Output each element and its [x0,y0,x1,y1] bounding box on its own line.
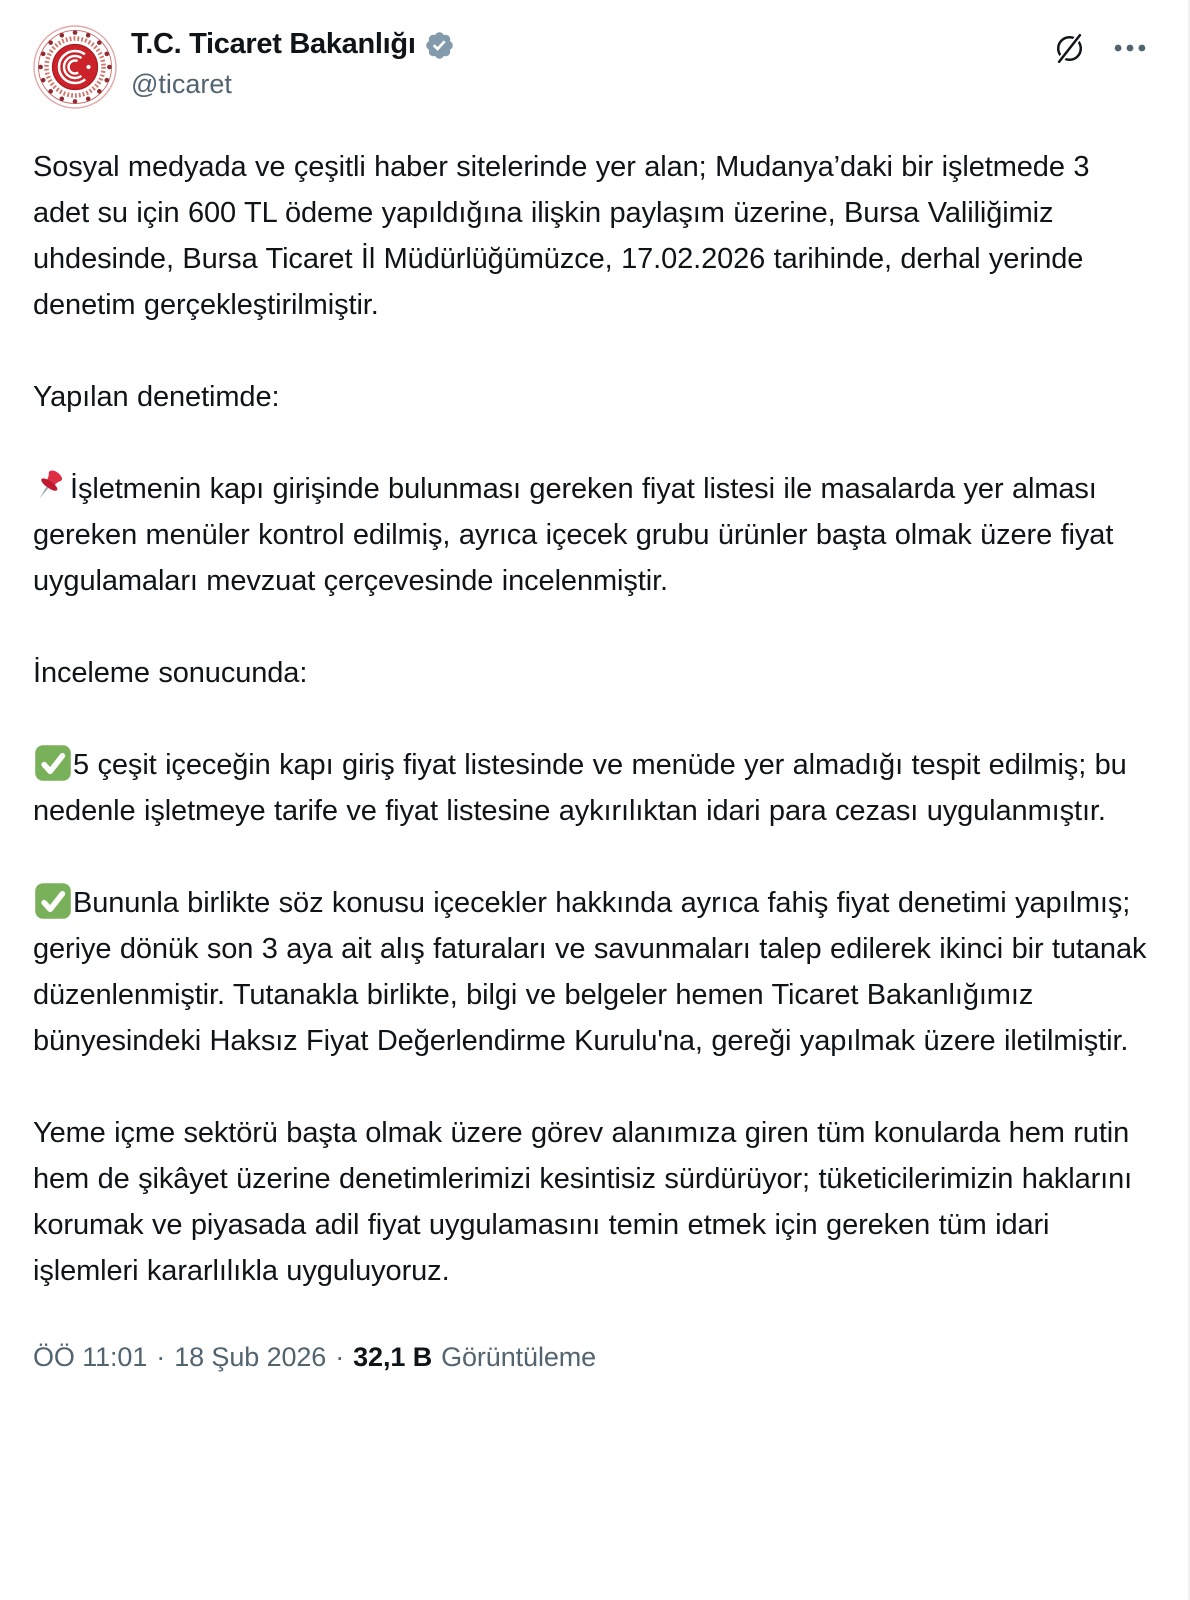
verified-badge-icon [424,30,455,61]
views-label: Görüntüleme [441,1342,597,1372]
check-emoji-icon [33,881,73,921]
tweet-footer [33,1340,1153,1405]
tweet-paragraph: İnceleme sonucunda: [33,657,308,689]
views-count: 32,1 B [353,1342,433,1372]
post-time[interactable]: ÖÖ 11:01 [33,1342,148,1372]
tweet-paragraph: Yeme içme sektörü başta olmak üzere görev alanımıza giren tüm konularda hem rutin hem de şikâyet üzerine denetimlerimizi kesintisiz sürdürüyor; tüketicilerimizin haklarını korumak ve piyasada adil fiyat uygulamasını temin etmek için gereken tüm idari işlemleri kararlılıkla uyguluyoruz. [33,1117,1133,1287]
tweet-paragraph: Bununla birlikte söz konusu içecekler hakkında ayrıca fahiş fiyat denetimi yapılmış; geriye dönük son 3 aya ait alış faturaları ve savunmaları talep edilerek ikinci bir tutanak düzenlenmiştir. Tutanakla birlikte, bilgi ve belgeler hemen Ticaret Bakanlığımız bünyesindeki Haksız Fiyat Değerlendirme Kurulu'na, gereği yapılmak üzere iletilmiştir. [33,880,1153,1064]
check-emoji-icon [33,743,73,783]
tweet-paragraph: Sosyal medyada ve çeşitli haber sitelerinde yer alan; Mudanya’daki bir işletmede 3 adet su için 600 TL ödeme yapıldığına ilişkin paylaşım üzerine, Bursa Valiliğimiz uhdesinde, Bursa Ticaret İl Müdürlüğümüzce, 17.02.2026 tarihinde, derhal yerinde denetim gerçekleştirilmiştir. [33,151,1090,321]
ellipsis-icon [1113,31,1147,65]
tweet-header [33,25,1153,111]
separator-dot: · [156,1342,166,1372]
tweet-paragraph: 5 çeşit içeceğin kapı giriş fiyat listesinde ve menüde yer almadığı tespit edilmiş; bu nedenle işletmeye tarife ve fiyat listesine aykırılıktan idari para cezası uygulanmıştır. [33,742,1153,834]
grok-slash-circle-icon [1053,32,1086,65]
avatar[interactable] [33,25,117,109]
header-actions [1051,29,1149,67]
user-handle[interactable]: @ticaret [131,69,232,99]
tweet-text [33,144,1153,1294]
post-date[interactable]: 18 Şub 2026 [174,1342,327,1372]
grok-button[interactable] [1051,30,1088,67]
display-name[interactable]: T.C. Ticaret Bakanlığı [131,28,416,60]
ministry-logo-icon [33,25,117,109]
pushpin-emoji-icon [30,467,70,507]
user-names [131,25,455,100]
tweet-paragraph: İşletmenin kapı girişinde bulunması gereken fiyat listesi ile masalarda yer alması gereken menüler kontrol edilmiş, ayrıca içecek grubu ürünler başta olmak üzere fiyat uygulamaları mevzuat çerçevesinde incelenmiştir. [33,466,1153,604]
more-menu-button[interactable] [1111,29,1149,67]
tweet-paragraph: Yapılan denetimde: [33,381,280,413]
separator-dot: · [335,1342,345,1372]
